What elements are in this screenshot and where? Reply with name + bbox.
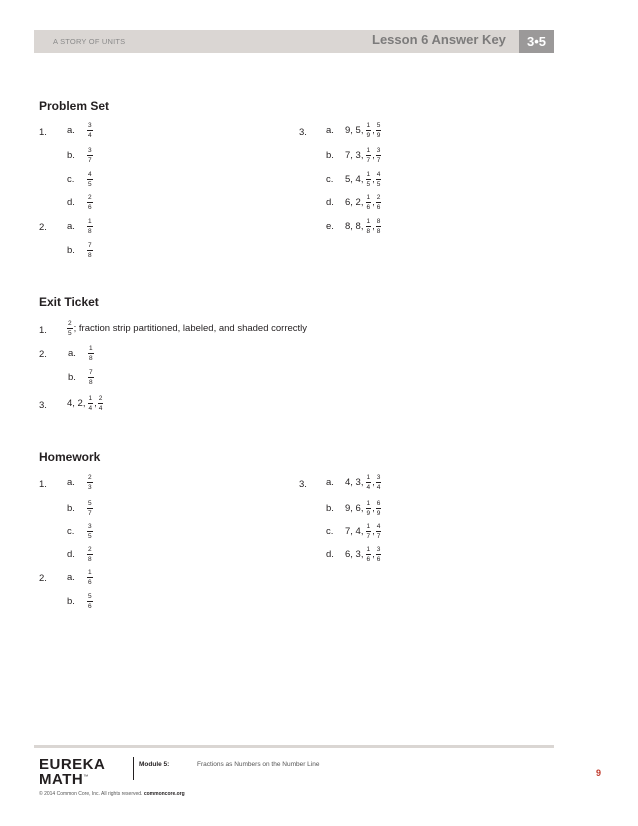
item-label: b.: [67, 503, 75, 514]
answer-text: ; fraction strip partitioned, labeled, and shaded correctly: [73, 323, 308, 334]
answer-line: [67, 122, 94, 139]
lesson-title: Lesson 6 Answer Key: [372, 32, 506, 47]
fraction: $\frac{2}{3}$: [88, 474, 92, 491]
answer-line: c. 5, 4, $\frac{1}{5}$ , $\frac{4}{5}$: [326, 171, 381, 188]
question-number: 1.: [39, 479, 47, 490]
answer-line: [68, 369, 95, 386]
answer-line: a. 9, 5, $\frac{1}{9}$ , $\frac{5}{9}$: [326, 122, 381, 139]
fraction: $\frac{1}{7}$: [366, 147, 371, 164]
item-label: a.: [68, 348, 76, 359]
section-title-exit-ticket: Exit Ticket: [39, 295, 99, 309]
question-number: 2.: [39, 573, 47, 584]
fraction: $\frac{3}{7}$: [88, 147, 92, 164]
answer-line: [67, 500, 94, 517]
fraction: $\frac{3}{4}$: [376, 474, 381, 491]
fraction: $\frac{1}{6}$: [366, 194, 371, 211]
fraction: $\frac{3}{6}$: [376, 546, 381, 563]
fraction: $\frac{3}{4}$: [88, 122, 92, 139]
fraction: $\frac{4}{5}$: [88, 171, 92, 188]
answer-line: b. 9, 6, $\frac{1}{9}$ , $\frac{6}{9}$: [326, 500, 381, 517]
item-label: c.: [67, 174, 75, 185]
answer-line: [67, 523, 94, 540]
answer-line: [67, 474, 94, 491]
item-label: e.: [326, 221, 334, 232]
fraction: $\frac{1}{5}$: [366, 171, 371, 188]
fraction: $\frac{1}{7}$: [366, 523, 371, 540]
fraction: $\frac{5}{6}$: [88, 593, 92, 610]
fraction: $\frac{4}{7}$: [376, 523, 381, 540]
question-number: 2.: [39, 349, 47, 360]
item-label: b.: [326, 150, 334, 161]
answer-line: d. 6, 2, $\frac{1}{6}$ , $\frac{2}{6}$: [326, 194, 381, 211]
fraction: $\frac{1}{8}$: [89, 345, 93, 362]
fraction: $\frac{6}{9}$: [376, 500, 381, 517]
fraction: $\frac{2}{5}$: [68, 320, 72, 337]
fraction: $\frac{3}{7}$: [376, 147, 381, 164]
question-number: 1.: [39, 325, 47, 336]
item-label: a.: [67, 125, 75, 136]
item-label: a.: [67, 572, 75, 583]
fraction: $\frac{2}{6}$: [376, 194, 381, 211]
answer-line: e. 8, 8, $\frac{1}{8}$ , $\frac{8}{8}$: [326, 218, 381, 235]
fraction: $\frac{2}{6}$: [88, 194, 92, 211]
answer-line: [67, 593, 94, 610]
answer-line: [66, 320, 307, 337]
answer-line: [68, 345, 95, 362]
copyright: © 2014 Common Core, Inc. All rights reserved. commoncore.org: [39, 791, 185, 797]
question-number: 1.: [39, 127, 47, 138]
fraction: $\frac{3}{5}$: [88, 523, 92, 540]
fraction: $\frac{5}{7}$: [88, 500, 92, 517]
footer-rule: [34, 745, 554, 748]
fraction: $\frac{1}{9}$: [366, 122, 371, 139]
fraction: $\frac{5}{9}$: [376, 122, 381, 139]
item-label: d.: [67, 549, 75, 560]
fraction: $\frac{1}{9}$: [366, 500, 371, 517]
series-name: A STORY OF UNITS: [53, 37, 126, 46]
answer-line: a. 4, 3, $\frac{1}{4}$ , $\frac{3}{4}$: [326, 474, 381, 491]
question-number: 3.: [39, 400, 47, 411]
answer-line: c. 7, 4, $\frac{1}{7}$ , $\frac{4}{7}$: [326, 523, 381, 540]
item-label: c.: [67, 526, 75, 537]
fraction: $\frac{1}{4}$: [88, 395, 93, 412]
copyright-site: commoncore.org: [143, 791, 185, 797]
question-number: 2.: [39, 222, 47, 233]
fraction: $\frac{1}{8}$: [366, 218, 371, 235]
item-label: b.: [326, 503, 334, 514]
fraction: $\frac{7}{8}$: [89, 369, 93, 386]
section-title-homework: Homework: [39, 450, 101, 464]
fraction: $\frac{7}{8}$: [88, 242, 92, 259]
item-label: a.: [326, 125, 334, 136]
item-label: d.: [326, 549, 334, 560]
answer-line: [67, 569, 94, 586]
answer-line: d. 6, 3, $\frac{1}{6}$ , $\frac{3}{6}$: [326, 546, 381, 563]
answer-line: 4, 2, $\frac{1}{4}$ , $\frac{2}{4}$: [67, 395, 103, 412]
fraction: $\frac{8}{8}$: [376, 218, 381, 235]
fraction: $\frac{1}{6}$: [88, 569, 92, 586]
eureka-math-logo: EUREKA MATH™: [39, 756, 106, 788]
fraction: $\frac{1}{8}$: [88, 218, 92, 235]
question-number: 3.: [299, 127, 307, 138]
question-number: 3.: [299, 479, 307, 490]
item-label: d.: [326, 197, 334, 208]
fraction: $\frac{1}{6}$: [366, 546, 371, 563]
footer-divider: [133, 757, 134, 780]
item-label: a.: [67, 477, 75, 488]
item-label: c.: [326, 526, 334, 537]
item-label: b.: [67, 596, 75, 607]
page-number: 9: [596, 768, 602, 778]
fraction: $\frac{2}{8}$: [88, 546, 92, 563]
item-label: b.: [67, 150, 75, 161]
answer-line: [67, 147, 94, 164]
answer-line: [67, 242, 94, 259]
answer-line: [67, 194, 94, 211]
fraction: $\frac{4}{5}$: [376, 171, 381, 188]
module-title: Fractions as Numbers on the Number Line: [197, 761, 320, 768]
answer-line: [67, 171, 94, 188]
fraction: $\frac{2}{4}$: [98, 395, 103, 412]
item-label: c.: [326, 174, 334, 185]
fraction: $\frac{1}{4}$: [366, 474, 371, 491]
section-title-problem-set: Problem Set: [39, 99, 110, 113]
item-label: d.: [67, 197, 75, 208]
item-label: a.: [67, 221, 75, 232]
answer-line: b. 7, 3, $\frac{1}{7}$ , $\frac{3}{7}$: [326, 147, 381, 164]
answer-line: [67, 546, 94, 563]
answer-line: [67, 218, 94, 235]
item-label: b.: [68, 372, 76, 383]
module-label: Module 5:: [139, 761, 170, 768]
item-label: b.: [67, 245, 75, 256]
item-label: a.: [326, 477, 334, 488]
grade-module-badge: 3•5: [519, 30, 554, 53]
